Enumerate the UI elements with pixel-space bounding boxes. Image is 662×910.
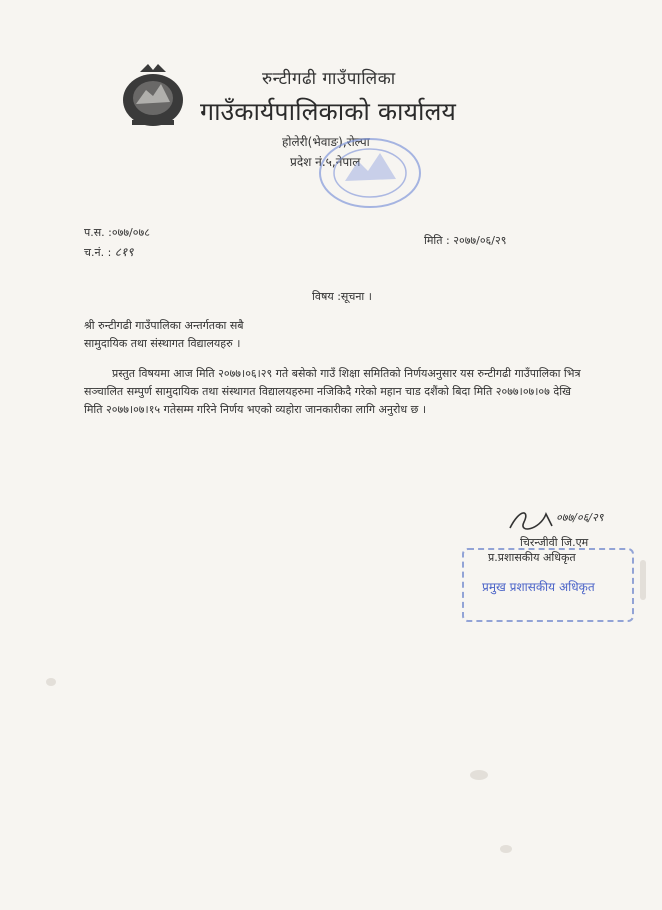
ps-label: प.स. : xyxy=(84,226,112,239)
letter-subject xyxy=(312,289,372,304)
subject-label: विषय : xyxy=(312,290,341,303)
subject-value: सूचना । xyxy=(340,290,372,303)
office-location: होलेरी(भेवाङ),रोल्पा xyxy=(282,135,370,149)
ps-value: ०७७/०७८ xyxy=(111,226,150,239)
scan-smudge xyxy=(46,678,56,686)
scan-smudge xyxy=(500,845,512,853)
office-province: प्रदेश नं.५,नेपाल xyxy=(290,155,361,169)
addressee-line-1: श्री रुन्टीगढी गाउँपालिका अन्तर्गतका सबै xyxy=(84,319,244,332)
body-paragraph: प्रस्तुत विषयमा आज मिति २०७७।०६।२९ गते बसेको गाउँ शिक्षा समितिको निर्णयअनुसार यस रुन्टीगढी गाउँपालिका भित्र सञ्चालित सम्पुर्ण सामुदायिक तथा संस्थागत विद्यालयहरुमा नजिकिदै गरेको महान चाड दशैंको बिदा मिति २०७७।०७।०७ देखि मिति २०७७।०७।१५ गतेसम्म गरिने निर्णय भएको व्यहोरा जानकारीका लागि अनुरोध छ । xyxy=(84,367,581,416)
signer-name: चिरन्जीवी जि.एम xyxy=(520,536,589,549)
scan-smudge xyxy=(640,560,646,600)
signer-title: प्र.प्रशासकीय अधिकृत xyxy=(488,551,576,564)
nepal-emblem-icon xyxy=(118,60,188,130)
scan-smudge xyxy=(470,770,488,780)
official-stamp-text: प्रमुख प्रशासकीय अधिकृत xyxy=(482,580,595,594)
office-seal xyxy=(300,135,430,215)
cn-label: च.नं. : xyxy=(84,246,112,259)
reference-ps xyxy=(84,225,150,240)
handwritten-signature xyxy=(500,500,640,538)
letter-date xyxy=(424,233,506,248)
addressee-line-2: सामुदायिक तथा संस्थागत विद्यालयहरु । xyxy=(84,337,241,350)
date-label: मिति : xyxy=(424,234,450,247)
addressee-block xyxy=(84,317,244,353)
date-value: २०७७/०६/२९ xyxy=(453,234,507,247)
signature-date: ०७७/०६/२९ xyxy=(556,511,604,524)
cn-value: ८१९ xyxy=(114,245,134,259)
reference-cn xyxy=(84,243,134,260)
municipality-name: रुन्टीगढी गाउँपालिका xyxy=(262,69,396,89)
office-name: गाउँकार्यपालिकाको कार्यालय xyxy=(200,97,456,126)
